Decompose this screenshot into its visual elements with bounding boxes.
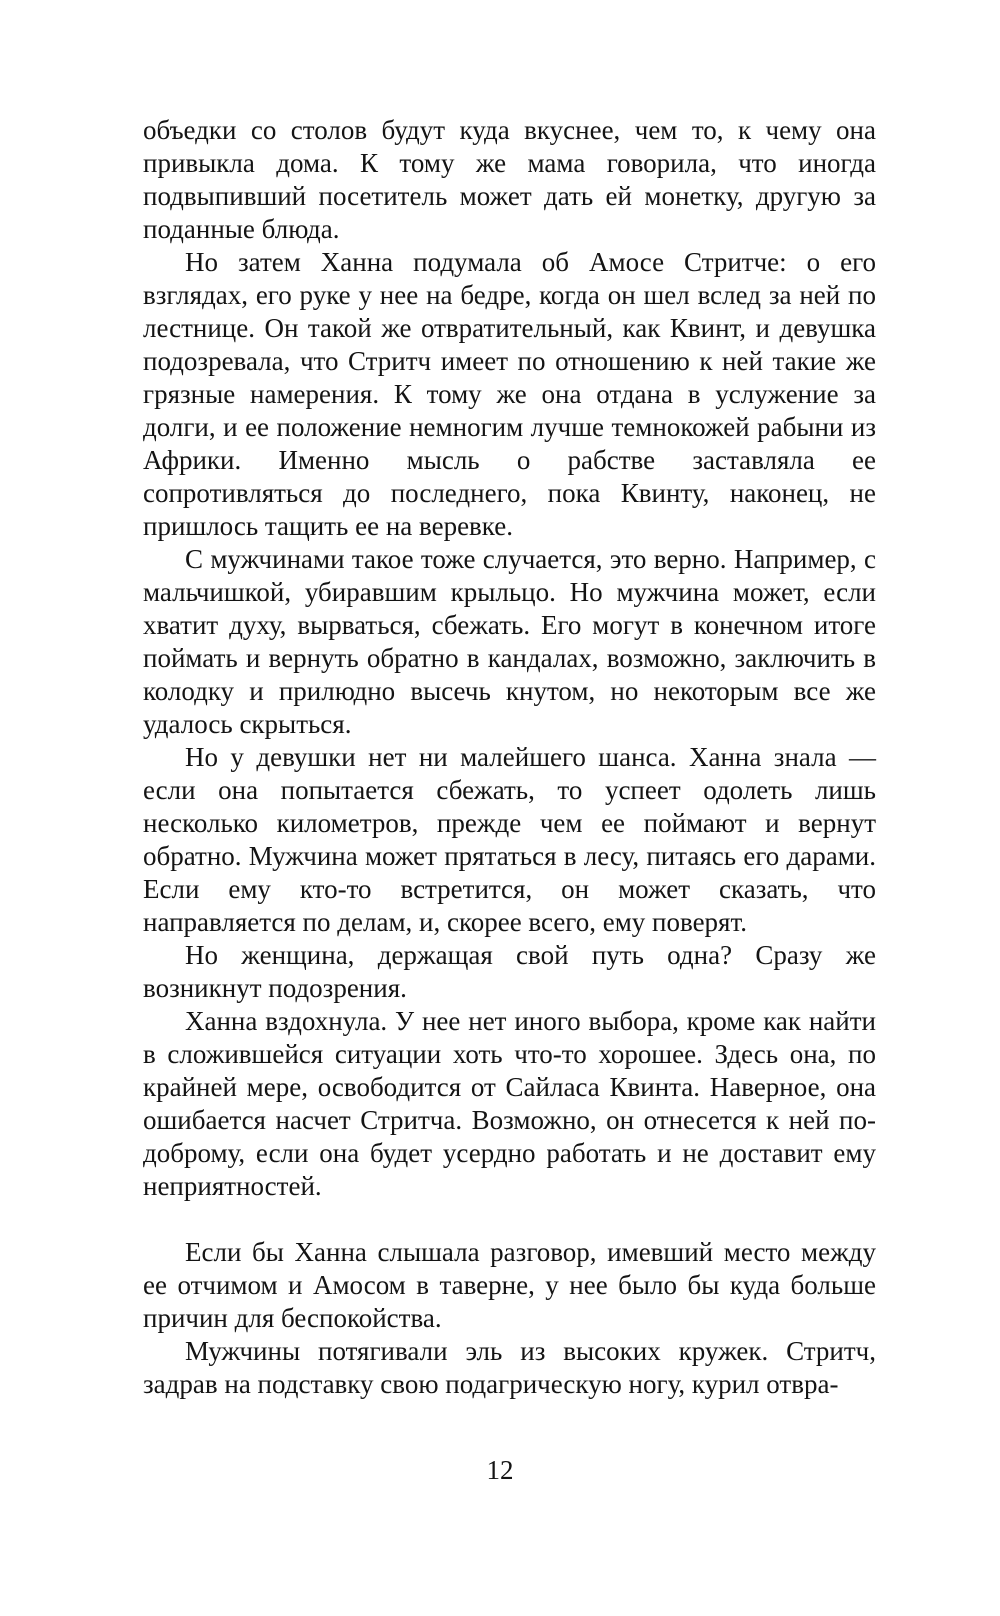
paragraph: Если бы Ханна слышала разговор, имевший место между ее отчимом и Амосом в таверне, у нее было бы куда больше причин для беспокойства. <box>143 1237 876 1333</box>
section-break <box>143 1203 876 1236</box>
paragraph: Но у девушки нет ни малейшего шанса. Ханна знала — если она попытается сбежать, то успеет одолеть лишь несколько километров, прежде чем ее поймают и вернут обратно. Мужчина может прятаться в лесу, питаясь его дарами. Если ему кто-то встретится, он может сказать, что направляется по делам, и, скорее всего, ему поверят. <box>143 742 876 937</box>
page-number: 12 <box>486 1455 514 1485</box>
paragraph: Ханна вздохнула. У нее нет иного выбора, кроме как найти в сложившейся ситуации хоть что-то хорошее. Здесь она, по крайней мере, освободится от Сайласа Квинта. Наверное, она ошибается насчет Стритча. Возможно, он отнесется к ней по-доброму, если она будет усердно работать и не доставит ему неприятностей. <box>143 1006 876 1201</box>
paragraph: С мужчинами такое тоже случается, это верно. Например, с мальчишкой, убиравшим крыльцо. Но мужчина может, если хватит духу, вырваться, сбежать. Его могут в конечном итоге поймать и вернуть обратно в кандалах, возможно, заключить в колодку и прилюдно высечь кнутом, но некоторым все же удалось скрыться. <box>143 544 876 739</box>
paragraph: Но затем Ханна подумала об Амосе Стритче: о его взглядах, его руке у нее на бедре, когда он шел вслед за ней по лестнице. Он такой же отвратительный, как Квинт, и девушка подозревала, что Стритч имеет по отношению к ней такие же грязные намерения. К тому же она отдана в услужение за долги, и ее положение немногим лучше темнокожей рабыни из Африки. Именно мысль о рабстве заставляла ее сопротивляться до последнего, пока Квинту, наконец, не пришлось тащить ее на веревке. <box>143 247 876 541</box>
paragraph: Но женщина, держащая свой путь одна? Сразу же возникнут подозрения. <box>143 940 876 1003</box>
body-text <box>143 114 876 1401</box>
paragraph: Мужчины потягивали эль из высоких кружек. Стритч, задрав на подставку свою подагрическую ногу, курил отвра- <box>143 1336 876 1399</box>
paragraph-continued: объедки со столов будут куда вкуснее, чем то, к чему она привыкла дома. К тому же мама говорила, что иногда подвыпивший посетитель может дать ей монетку, другую за поданные блюда. <box>143 115 876 244</box>
